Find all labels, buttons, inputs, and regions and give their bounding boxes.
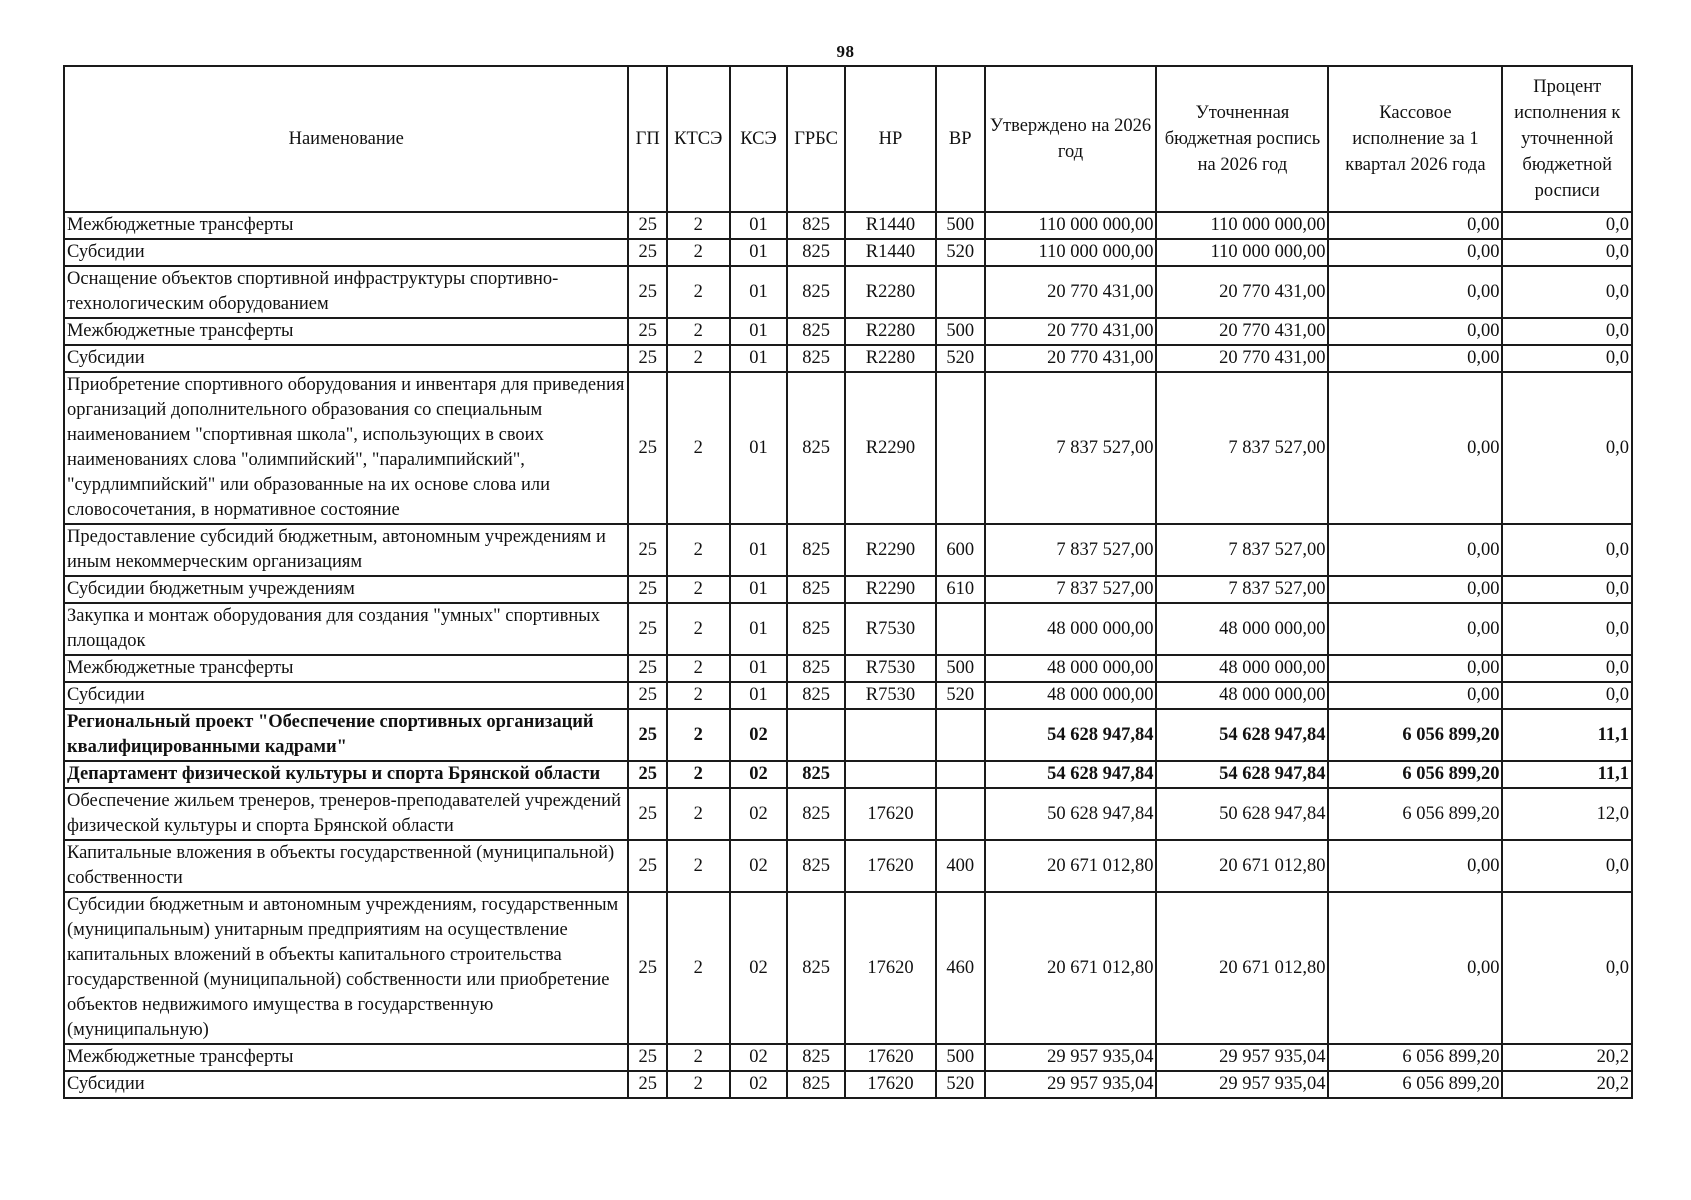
cell-vr: 500: [936, 1044, 985, 1071]
cell-ktse: 2: [667, 372, 730, 524]
cell-approved: 54 628 947,84: [985, 709, 1157, 761]
cell-percent: 0,0: [1502, 318, 1632, 345]
header-percent: Процент исполнения к уточненной бюджетной росписи: [1502, 66, 1632, 212]
cell-name: Межбюджетные трансферты: [64, 318, 628, 345]
cell-percent: 0,0: [1502, 892, 1632, 1044]
cell-name: Субсидии: [64, 345, 628, 372]
cell-name: Межбюджетные трансферты: [64, 655, 628, 682]
cell-nr: 17620: [845, 788, 936, 840]
cell-nr: [845, 709, 936, 761]
cell-approved: 20 671 012,80: [985, 892, 1157, 1044]
cell-nr: 17620: [845, 892, 936, 1044]
cell-refined: 20 770 431,00: [1156, 266, 1328, 318]
cell-refined: 54 628 947,84: [1156, 709, 1328, 761]
cell-name: Субсидии: [64, 682, 628, 709]
cell-cash: 0,00: [1328, 576, 1502, 603]
cell-percent: 0,0: [1502, 603, 1632, 655]
table-row: [64, 840, 1632, 892]
cell-refined: 54 628 947,84: [1156, 761, 1328, 788]
cell-cash: 6 056 899,20: [1328, 1071, 1502, 1098]
cell-kse: 01: [730, 524, 788, 576]
cell-percent: 0,0: [1502, 212, 1632, 239]
cell-kse: 02: [730, 1071, 788, 1098]
cell-vr: 500: [936, 655, 985, 682]
cell-nr: R7530: [845, 682, 936, 709]
cell-name: Закупка и монтаж оборудования для создания "умных" спортивных площадок: [64, 603, 628, 655]
cell-approved: 20 770 431,00: [985, 345, 1157, 372]
cell-approved: 20 770 431,00: [985, 318, 1157, 345]
cell-approved: 48 000 000,00: [985, 655, 1157, 682]
cell-approved: 110 000 000,00: [985, 212, 1157, 239]
cell-name: Оснащение объектов спортивной инфраструктуры спортивно-технологическим оборудованием: [64, 266, 628, 318]
cell-refined: 20 770 431,00: [1156, 345, 1328, 372]
table-row: [64, 892, 1632, 1044]
cell-gp: 25: [628, 372, 666, 524]
cell-kse: 01: [730, 576, 788, 603]
header-nr: НР: [845, 66, 936, 212]
cell-cash: 0,00: [1328, 212, 1502, 239]
cell-gp: 25: [628, 318, 666, 345]
cell-ktse: 2: [667, 655, 730, 682]
cell-percent: 11,1: [1502, 709, 1632, 761]
cell-refined: 29 957 935,04: [1156, 1071, 1328, 1098]
cell-vr: [936, 788, 985, 840]
cell-nr: R2290: [845, 524, 936, 576]
cell-ktse: 2: [667, 239, 730, 266]
cell-kse: 02: [730, 1044, 788, 1071]
cell-vr: 460: [936, 892, 985, 1044]
header-cash: Кассовое исполнение за 1 квартал 2026 года: [1328, 66, 1502, 212]
cell-kse: 01: [730, 212, 788, 239]
cell-percent: 0,0: [1502, 372, 1632, 524]
cell-kse: 01: [730, 372, 788, 524]
cell-cash: 0,00: [1328, 840, 1502, 892]
cell-approved: 29 957 935,04: [985, 1044, 1157, 1071]
cell-approved: 7 837 527,00: [985, 524, 1157, 576]
table-row: [64, 1044, 1632, 1071]
cell-ktse: 2: [667, 603, 730, 655]
cell-name: Предоставление субсидий бюджетным, автономным учреждениям и иным некоммерческим организациям: [64, 524, 628, 576]
table-row: [64, 1071, 1632, 1098]
cell-kse: 01: [730, 655, 788, 682]
cell-grbs: 825: [787, 840, 845, 892]
table-row: [64, 266, 1632, 318]
cell-percent: 0,0: [1502, 840, 1632, 892]
table-row: [64, 655, 1632, 682]
table-row: [64, 603, 1632, 655]
table-row: [64, 709, 1632, 761]
cell-refined: 20 671 012,80: [1156, 840, 1328, 892]
cell-name: Капитальные вложения в объекты государственной (муниципальной) собственности: [64, 840, 628, 892]
cell-vr: [936, 372, 985, 524]
cell-approved: 50 628 947,84: [985, 788, 1157, 840]
cell-vr: [936, 603, 985, 655]
cell-kse: 02: [730, 892, 788, 1044]
cell-kse: 02: [730, 709, 788, 761]
table-row: [64, 761, 1632, 788]
cell-name: Обеспечение жильем тренеров, тренеров-преподавателей учреждений физической культуры и спорта Брянской области: [64, 788, 628, 840]
cell-refined: 50 628 947,84: [1156, 788, 1328, 840]
cell-grbs: 825: [787, 266, 845, 318]
cell-approved: 20 671 012,80: [985, 840, 1157, 892]
cell-name: Субсидии бюджетным учреждениям: [64, 576, 628, 603]
cell-gp: 25: [628, 840, 666, 892]
header-refined: Уточненная бюджетная роспись на 2026 год: [1156, 66, 1328, 212]
cell-kse: 01: [730, 318, 788, 345]
cell-refined: 29 957 935,04: [1156, 1044, 1328, 1071]
table-row: [64, 212, 1632, 239]
cell-approved: 20 770 431,00: [985, 266, 1157, 318]
cell-refined: 7 837 527,00: [1156, 524, 1328, 576]
cell-gp: 25: [628, 1071, 666, 1098]
cell-vr: [936, 761, 985, 788]
cell-percent: 0,0: [1502, 655, 1632, 682]
cell-gp: 25: [628, 603, 666, 655]
cell-name: Субсидии: [64, 1071, 628, 1098]
cell-gp: 25: [628, 655, 666, 682]
cell-ktse: 2: [667, 682, 730, 709]
cell-nr: R1440: [845, 239, 936, 266]
cell-grbs: 825: [787, 892, 845, 1044]
cell-grbs: 825: [787, 1071, 845, 1098]
cell-ktse: 2: [667, 318, 730, 345]
cell-vr: 520: [936, 682, 985, 709]
cell-percent: 0,0: [1502, 682, 1632, 709]
cell-percent: 20,2: [1502, 1044, 1632, 1071]
cell-cash: 0,00: [1328, 892, 1502, 1044]
cell-grbs: [787, 709, 845, 761]
cell-kse: 02: [730, 840, 788, 892]
cell-percent: 11,1: [1502, 761, 1632, 788]
table-row: [64, 576, 1632, 603]
cell-vr: 600: [936, 524, 985, 576]
cell-name: Региональный проект "Обеспечение спортивных организаций квалифицированными кадрами": [64, 709, 628, 761]
cell-nr: R7530: [845, 603, 936, 655]
cell-gp: 25: [628, 761, 666, 788]
cell-kse: 01: [730, 266, 788, 318]
cell-vr: 520: [936, 1071, 985, 1098]
cell-grbs: 825: [787, 655, 845, 682]
cell-refined: 110 000 000,00: [1156, 212, 1328, 239]
cell-cash: 6 056 899,20: [1328, 761, 1502, 788]
cell-refined: 48 000 000,00: [1156, 603, 1328, 655]
cell-name: Департамент физической культуры и спорта Брянской области: [64, 761, 628, 788]
cell-ktse: 2: [667, 840, 730, 892]
table-row: [64, 788, 1632, 840]
cell-ktse: 2: [667, 709, 730, 761]
cell-cash: 6 056 899,20: [1328, 788, 1502, 840]
header-vr: ВР: [936, 66, 985, 212]
cell-cash: 0,00: [1328, 266, 1502, 318]
cell-cash: 6 056 899,20: [1328, 709, 1502, 761]
cell-vr: 500: [936, 318, 985, 345]
cell-gp: 25: [628, 524, 666, 576]
cell-grbs: 825: [787, 212, 845, 239]
budget-table: [63, 65, 1633, 1099]
cell-nr: R2280: [845, 318, 936, 345]
cell-percent: 0,0: [1502, 576, 1632, 603]
cell-cash: 0,00: [1328, 524, 1502, 576]
cell-grbs: 825: [787, 524, 845, 576]
page-number: 98: [836, 42, 855, 61]
cell-vr: [936, 709, 985, 761]
cell-ktse: 2: [667, 524, 730, 576]
cell-gp: 25: [628, 892, 666, 1044]
cell-nr: 17620: [845, 1044, 936, 1071]
header-kse: КСЭ: [730, 66, 788, 212]
header-ktse: КТСЭ: [667, 66, 730, 212]
cell-approved: 7 837 527,00: [985, 372, 1157, 524]
cell-approved: 48 000 000,00: [985, 603, 1157, 655]
cell-gp: 25: [628, 212, 666, 239]
cell-cash: 0,00: [1328, 682, 1502, 709]
cell-grbs: 825: [787, 345, 845, 372]
cell-approved: 48 000 000,00: [985, 682, 1157, 709]
cell-kse: 02: [730, 761, 788, 788]
cell-cash: 0,00: [1328, 239, 1502, 266]
cell-gp: 25: [628, 1044, 666, 1071]
cell-approved: 7 837 527,00: [985, 576, 1157, 603]
cell-gp: 25: [628, 788, 666, 840]
cell-name: Субсидии бюджетным и автономным учреждениям, государственным (муниципальным) унитарным предприятиям на осуществление капитальных вложений в объекты капитального строительства государственной (муниципальной) собственности или приобретение объектов недвижимого имущества в государственную (муниципальную): [64, 892, 628, 1044]
cell-nr: [845, 761, 936, 788]
cell-nr: 17620: [845, 840, 936, 892]
cell-cash: 0,00: [1328, 372, 1502, 524]
table-header: [64, 66, 1632, 212]
cell-percent: 20,2: [1502, 1071, 1632, 1098]
cell-refined: 48 000 000,00: [1156, 655, 1328, 682]
cell-vr: 520: [936, 345, 985, 372]
cell-ktse: 2: [667, 576, 730, 603]
cell-nr: R2280: [845, 266, 936, 318]
cell-kse: 01: [730, 239, 788, 266]
cell-gp: 25: [628, 345, 666, 372]
cell-grbs: 825: [787, 682, 845, 709]
cell-approved: 54 628 947,84: [985, 761, 1157, 788]
cell-percent: 0,0: [1502, 239, 1632, 266]
cell-kse: 01: [730, 682, 788, 709]
cell-grbs: 825: [787, 761, 845, 788]
cell-refined: 7 837 527,00: [1156, 576, 1328, 603]
cell-percent: 12,0: [1502, 788, 1632, 840]
cell-ktse: 2: [667, 1044, 730, 1071]
cell-grbs: 825: [787, 239, 845, 266]
cell-gp: 25: [628, 239, 666, 266]
cell-grbs: 825: [787, 372, 845, 524]
cell-vr: 400: [936, 840, 985, 892]
cell-nr: R7530: [845, 655, 936, 682]
cell-refined: 48 000 000,00: [1156, 682, 1328, 709]
table-row: [64, 239, 1632, 266]
cell-approved: 29 957 935,04: [985, 1071, 1157, 1098]
table-row: [64, 524, 1632, 576]
header-gp: ГП: [628, 66, 666, 212]
cell-gp: 25: [628, 266, 666, 318]
table-row: [64, 345, 1632, 372]
header-grbs: ГРБС: [787, 66, 845, 212]
table-body: [64, 212, 1632, 1098]
cell-name: Межбюджетные трансферты: [64, 212, 628, 239]
cell-nr: R1440: [845, 212, 936, 239]
cell-vr: 520: [936, 239, 985, 266]
cell-refined: 20 671 012,80: [1156, 892, 1328, 1044]
cell-grbs: 825: [787, 318, 845, 345]
cell-ktse: 2: [667, 761, 730, 788]
table-row: [64, 372, 1632, 524]
cell-percent: 0,0: [1502, 524, 1632, 576]
cell-percent: 0,0: [1502, 345, 1632, 372]
cell-grbs: 825: [787, 788, 845, 840]
cell-cash: 0,00: [1328, 318, 1502, 345]
cell-refined: 20 770 431,00: [1156, 318, 1328, 345]
cell-name: Межбюджетные трансферты: [64, 1044, 628, 1071]
cell-vr: 500: [936, 212, 985, 239]
cell-ktse: 2: [667, 212, 730, 239]
cell-refined: 7 837 527,00: [1156, 372, 1328, 524]
cell-nr: 17620: [845, 1071, 936, 1098]
table-row: [64, 682, 1632, 709]
cell-name: Субсидии: [64, 239, 628, 266]
cell-vr: [936, 266, 985, 318]
cell-kse: 01: [730, 345, 788, 372]
cell-nr: R2290: [845, 576, 936, 603]
cell-grbs: 825: [787, 576, 845, 603]
cell-ktse: 2: [667, 892, 730, 1044]
cell-ktse: 2: [667, 788, 730, 840]
cell-nr: R2290: [845, 372, 936, 524]
cell-ktse: 2: [667, 266, 730, 318]
cell-grbs: 825: [787, 603, 845, 655]
cell-cash: 0,00: [1328, 603, 1502, 655]
cell-percent: 0,0: [1502, 266, 1632, 318]
cell-cash: 0,00: [1328, 655, 1502, 682]
cell-gp: 25: [628, 709, 666, 761]
cell-gp: 25: [628, 576, 666, 603]
cell-kse: 01: [730, 603, 788, 655]
cell-ktse: 2: [667, 345, 730, 372]
cell-cash: 6 056 899,20: [1328, 1044, 1502, 1071]
header-approved: Утверждено на 2026 год: [985, 66, 1157, 212]
cell-cash: 0,00: [1328, 345, 1502, 372]
table-row: [64, 318, 1632, 345]
cell-vr: 610: [936, 576, 985, 603]
header-name: Наименование: [64, 66, 628, 212]
cell-nr: R2280: [845, 345, 936, 372]
cell-ktse: 2: [667, 1071, 730, 1098]
header-row: [64, 66, 1632, 212]
cell-gp: 25: [628, 682, 666, 709]
cell-approved: 110 000 000,00: [985, 239, 1157, 266]
cell-refined: 110 000 000,00: [1156, 239, 1328, 266]
cell-kse: 02: [730, 788, 788, 840]
cell-name: Приобретение спортивного оборудования и инвентаря для приведения организаций дополнительного образования со специальным наименованием "спортивная школа", использующих в своих наименованиях слова "олимпийский", "паралимпийский", "сурдлимпийский" или образованные на их основе слова или словосочетания, в нормативное состояние: [64, 372, 628, 524]
cell-grbs: 825: [787, 1044, 845, 1071]
